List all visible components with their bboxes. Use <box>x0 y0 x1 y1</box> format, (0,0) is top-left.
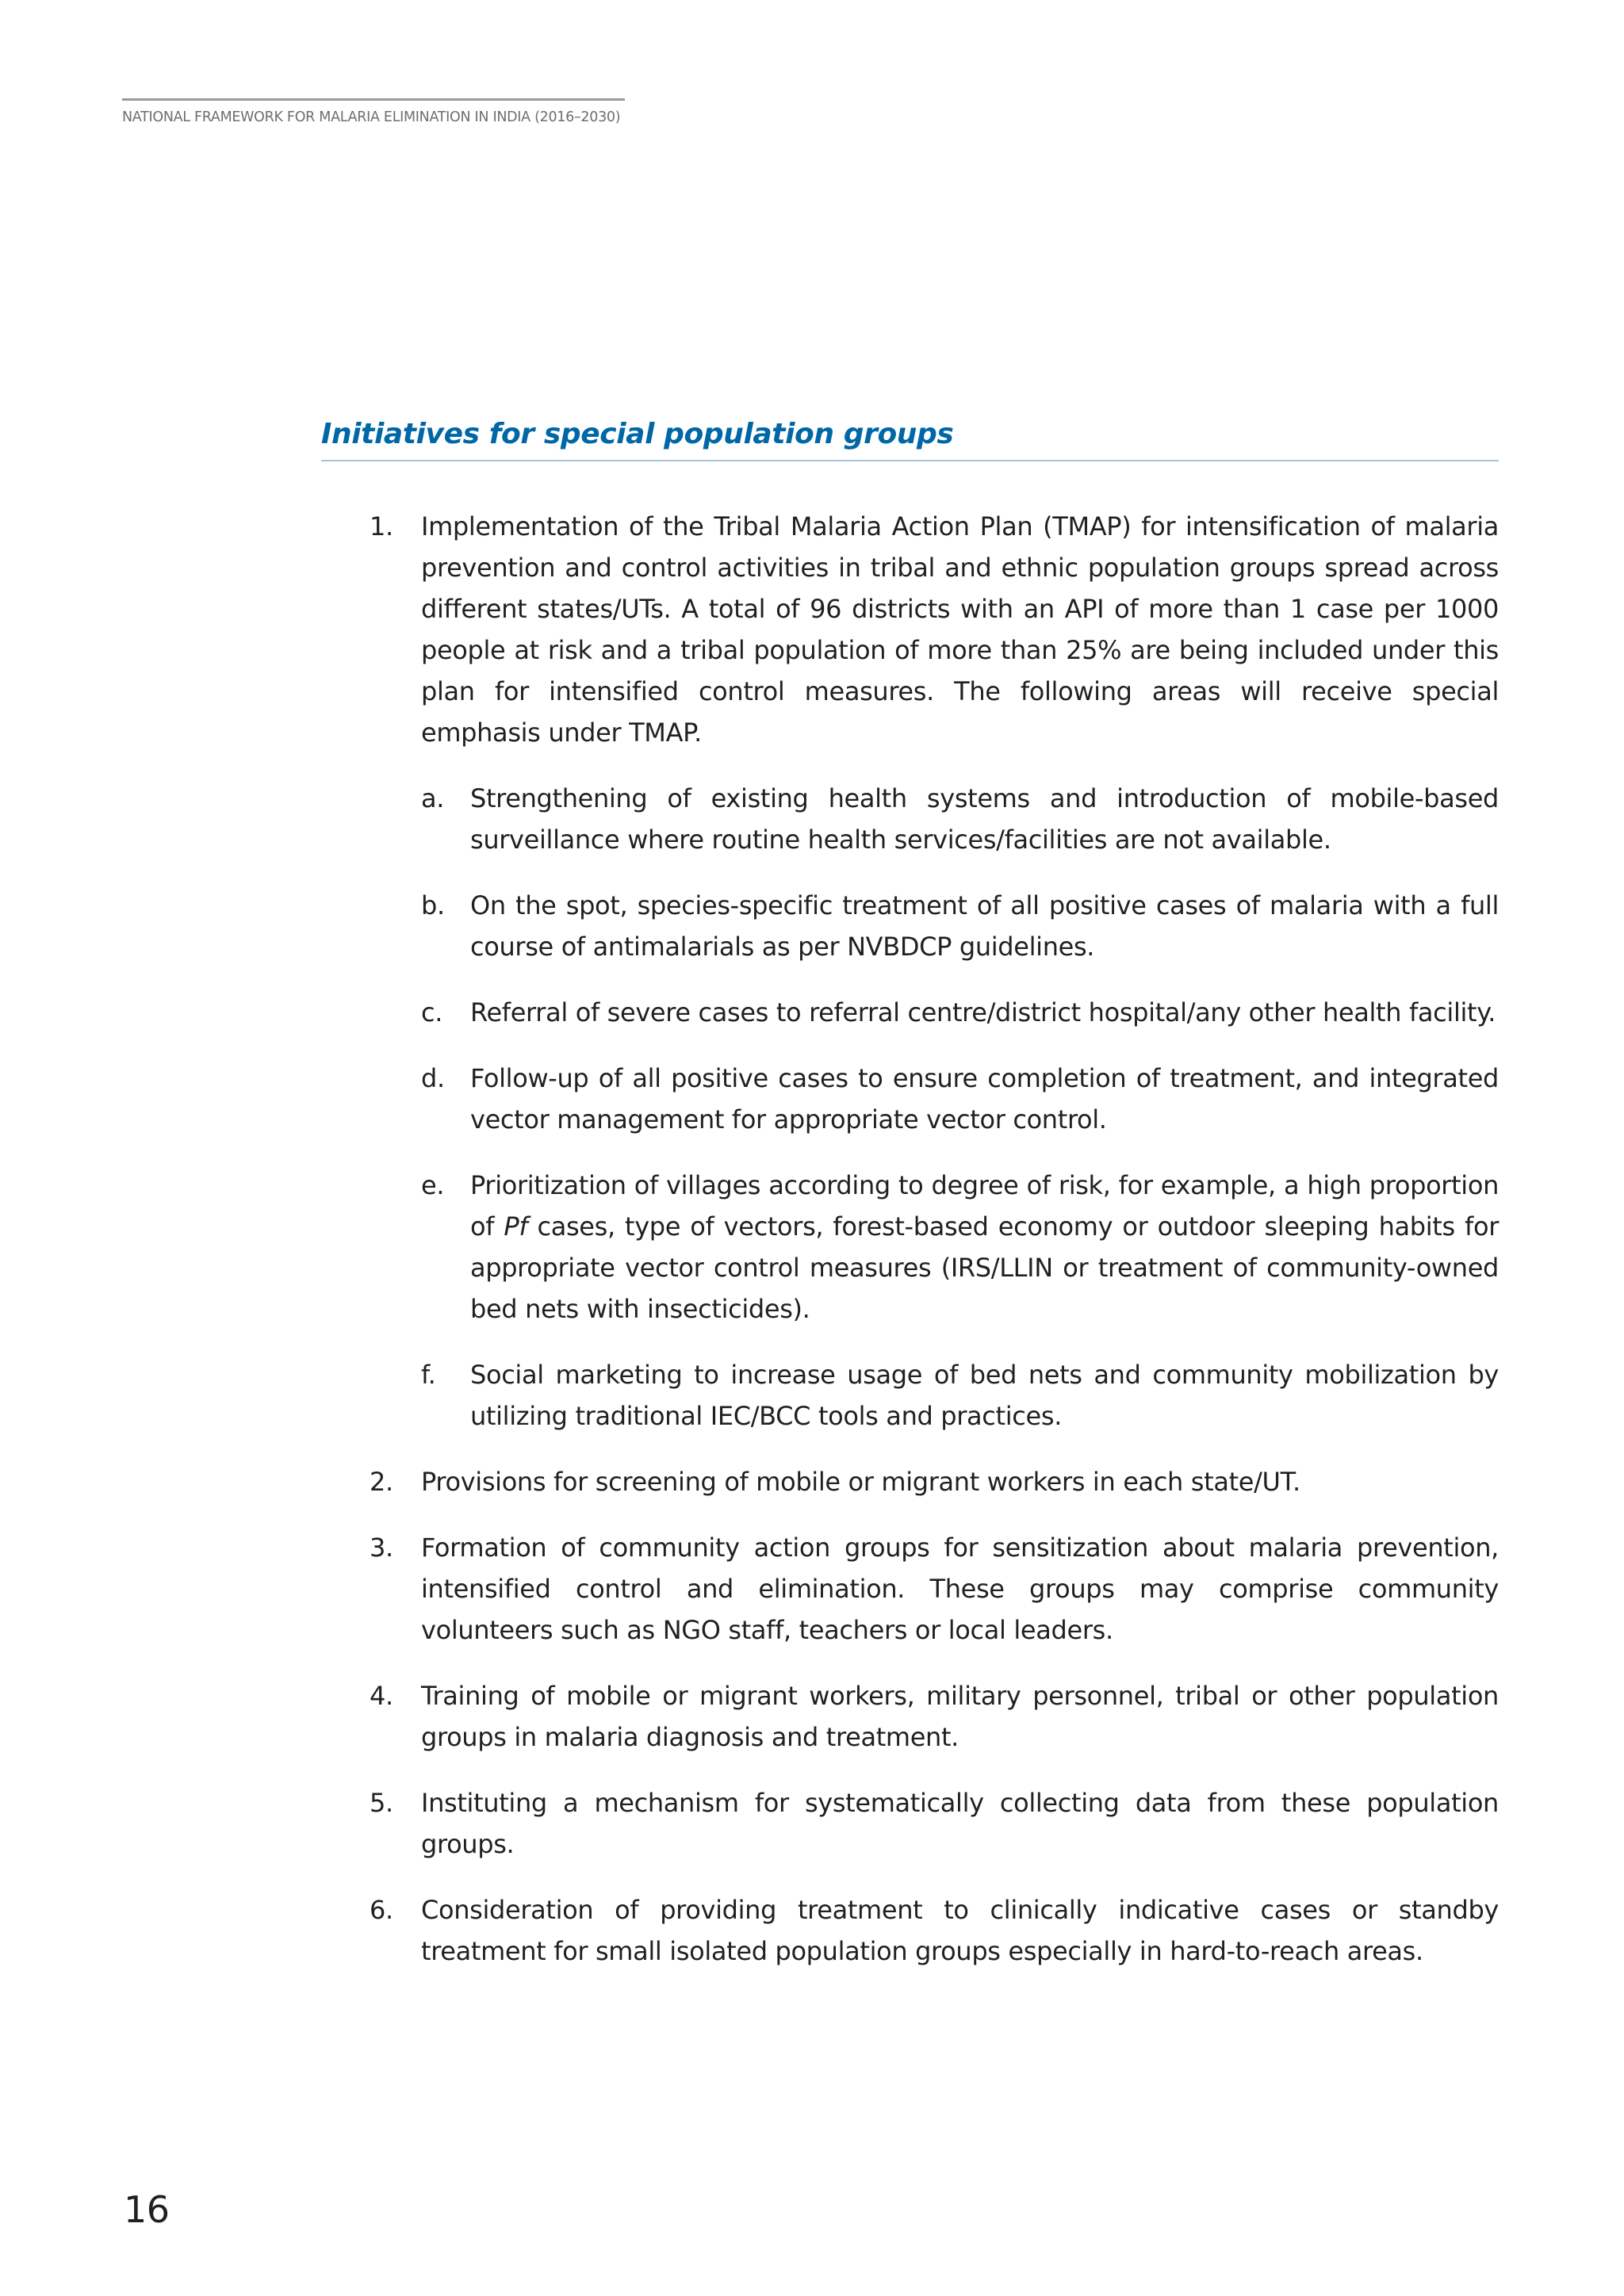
list-item-text: Consideration of providing treatment to clinically indicative cases or standby treatment for small isolated population groups especially in hard-to-reach areas. <box>421 1895 1499 1966</box>
sub-item-text <box>470 1170 1499 1324</box>
sub-item-text-part: cases, type of vectors, forest-based economy or outdoor sleeping habits for appropriate vector control measures (IRS/LLIN or treatment of community-owned bed nets with insecticides). <box>470 1211 1500 1324</box>
sub-item-letter: a. <box>421 783 445 813</box>
sub-item-letter: c. <box>421 997 443 1027</box>
list-item-text: Formation of community action groups for sensitization about malaria prevention, intensified control and elimination. These groups may comprise community volunteers such as NGO staff, teachers or local leaders. <box>421 1533 1499 1645</box>
list-item-1 <box>321 506 1499 1437</box>
sub-item-letter: f. <box>421 1360 436 1390</box>
sub-item-text: Strengthening of existing health systems and introduction of mobile-based surveillance where routine health services/facilities are not available. <box>470 783 1499 855</box>
sub-item-text-part: Prioritization of villages according to degree of risk, for example, a high proportion of <box>470 1170 1499 1242</box>
sub-item-f <box>421 1354 1499 1437</box>
list-number: 1. <box>370 511 393 541</box>
list-item-text: Provisions for screening of mobile or migrant workers in each state/UT. <box>421 1467 1300 1497</box>
list-item-2 <box>321 1461 1499 1502</box>
list-number: 5. <box>370 1788 393 1818</box>
sub-item-text: Social marketing to increase usage of bed nets and community mobilization by utilizing traditional IEC/BCC tools and practices. <box>470 1360 1499 1431</box>
sub-item-a <box>421 778 1499 860</box>
list-item-3 <box>321 1527 1499 1651</box>
tmap-emphasis-list <box>421 778 1499 1437</box>
sub-item-text: On the spot, species-specific treatment of all positive cases of malaria with a full course of antimalarials as per NVBDCP guidelines. <box>470 890 1499 962</box>
list-number: 3. <box>370 1533 393 1563</box>
list-item-6 <box>321 1889 1499 1972</box>
sub-item-c <box>421 992 1499 1033</box>
page-number: 16 <box>124 2188 170 2231</box>
sub-item-e <box>421 1165 1499 1330</box>
sub-item-letter: d. <box>421 1063 445 1093</box>
list-item-5 <box>321 1782 1499 1865</box>
sub-item-letter: e. <box>421 1170 445 1200</box>
list-item-text: Training of mobile or migrant workers, military personnel, tribal or other population groups in malaria diagnosis and treatment. <box>421 1681 1499 1752</box>
list-number: 2. <box>370 1467 393 1497</box>
list-item-text: Implementation of the Tribal Malaria Action Plan (TMAP) for intensification of malaria prevention and control activities in tribal and ethnic population groups spread across different states/UTs. A total of 96 districts with an API of more than 1 case per 1000 people at risk and a tribal population of more than 25% are being included under this plan for intensified control measures. The following areas will receive special emphasis under TMAP. <box>421 511 1499 748</box>
list-number: 4. <box>370 1681 393 1711</box>
sub-item-text: Follow-up of all positive cases to ensure completion of treatment, and integrated vector management for appropriate vector control. <box>470 1063 1499 1135</box>
initiatives-list <box>321 506 1499 1972</box>
running-header: NATIONAL FRAMEWORK FOR MALARIA ELIMINATION IN INDIA (2016–2030) <box>122 98 625 125</box>
sub-item-text: Referral of severe cases to referral centre/district hospital/any other health facility. <box>470 997 1496 1027</box>
sub-item-d <box>421 1058 1499 1140</box>
section-special-population-groups <box>321 414 1499 1996</box>
section-title: Initiatives for special population groups <box>321 414 1499 461</box>
list-number: 6. <box>370 1895 393 1925</box>
list-item-4 <box>321 1675 1499 1758</box>
sub-item-b <box>421 885 1499 967</box>
sub-item-letter: b. <box>421 890 445 920</box>
list-item-text: Instituting a mechanism for systematically collecting data from these population groups. <box>421 1788 1499 1859</box>
species-italic: Pf <box>504 1211 528 1242</box>
